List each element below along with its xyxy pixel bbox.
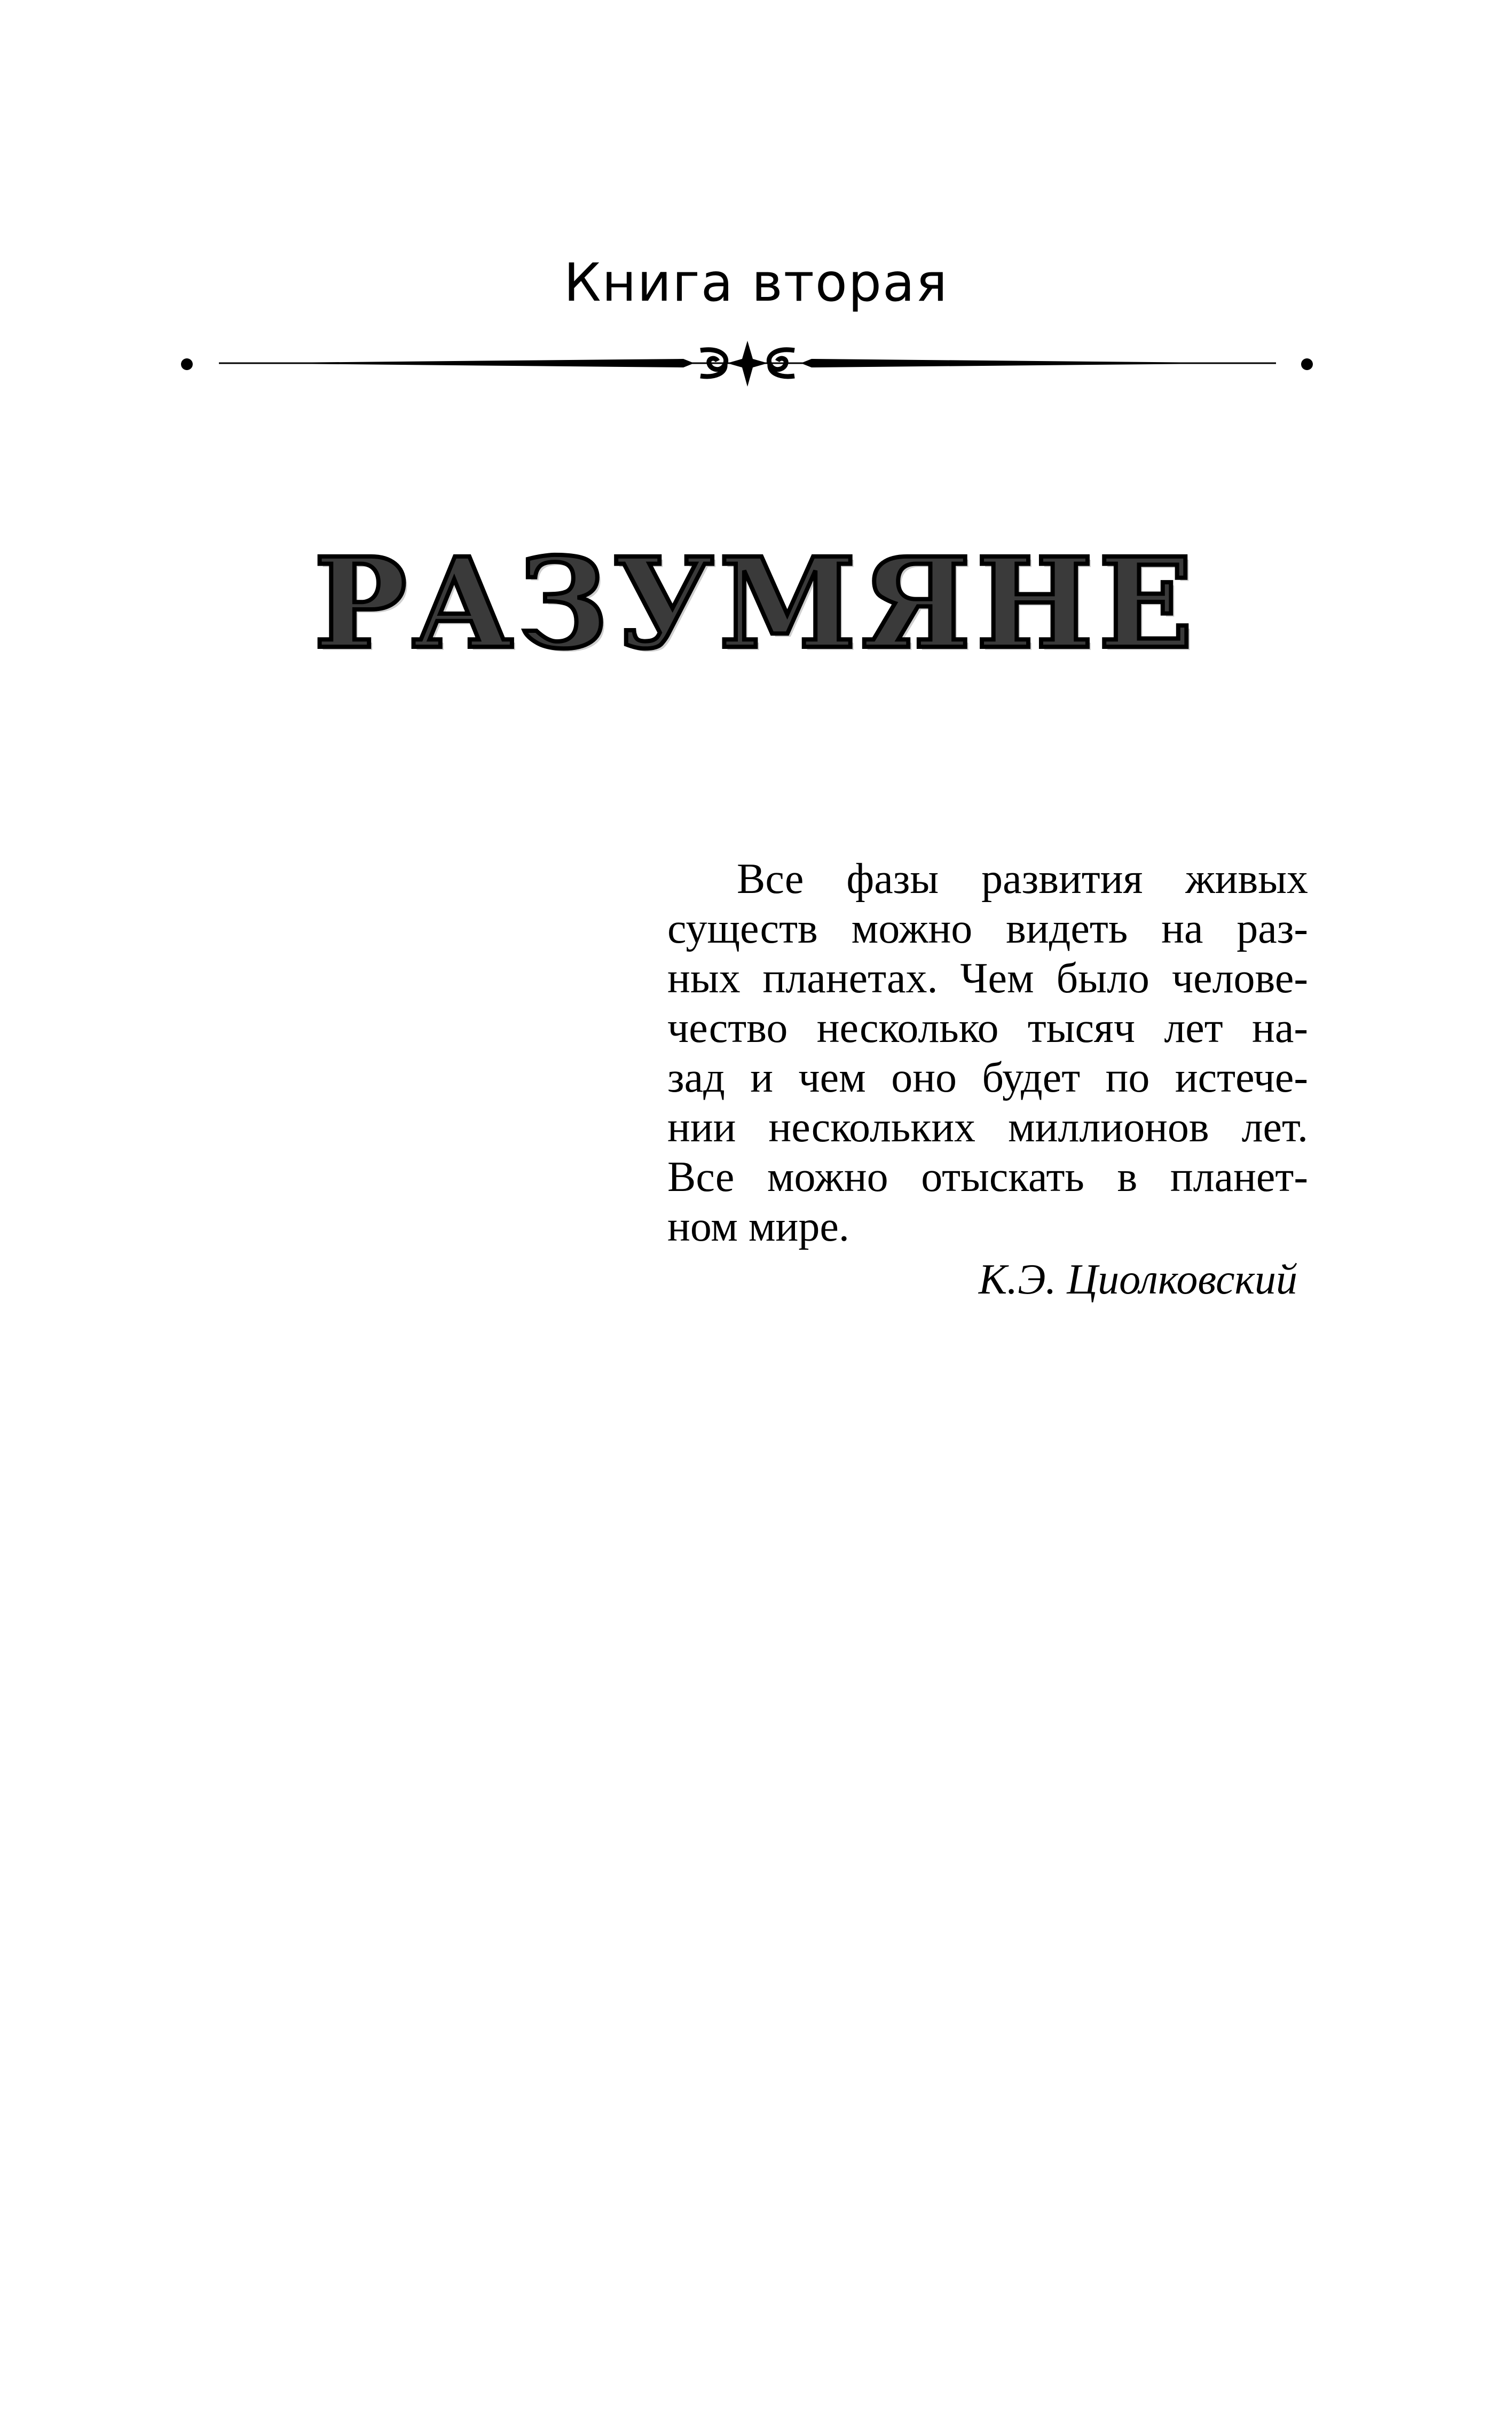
epigraph-line: зад и чем оно будет по истече- xyxy=(667,1054,1308,1101)
epigraph-line: Все можно отыскать в планет- xyxy=(667,1154,1308,1201)
epigraph-line: чество несколько тысяч лет на- xyxy=(667,1005,1308,1052)
epigraph xyxy=(667,855,1308,1305)
book-label: Книга вторая xyxy=(563,253,949,313)
epigraph-line: ном мире. xyxy=(667,1203,849,1250)
epigraph-line: существ можно видеть на раз- xyxy=(667,905,1308,952)
epigraph-line: Все фазы развития живых xyxy=(737,856,1308,903)
epigraph-line: нии нескольких миллионов лет. xyxy=(667,1104,1308,1151)
decorative-divider-icon xyxy=(160,331,1335,395)
part-title: РАЗУМЯНЕ xyxy=(313,530,1199,676)
epigraph-line: ных планетах. Чем было челове- xyxy=(667,955,1308,1002)
epigraph-attribution: К.Э. Циолковский xyxy=(978,1256,1297,1303)
